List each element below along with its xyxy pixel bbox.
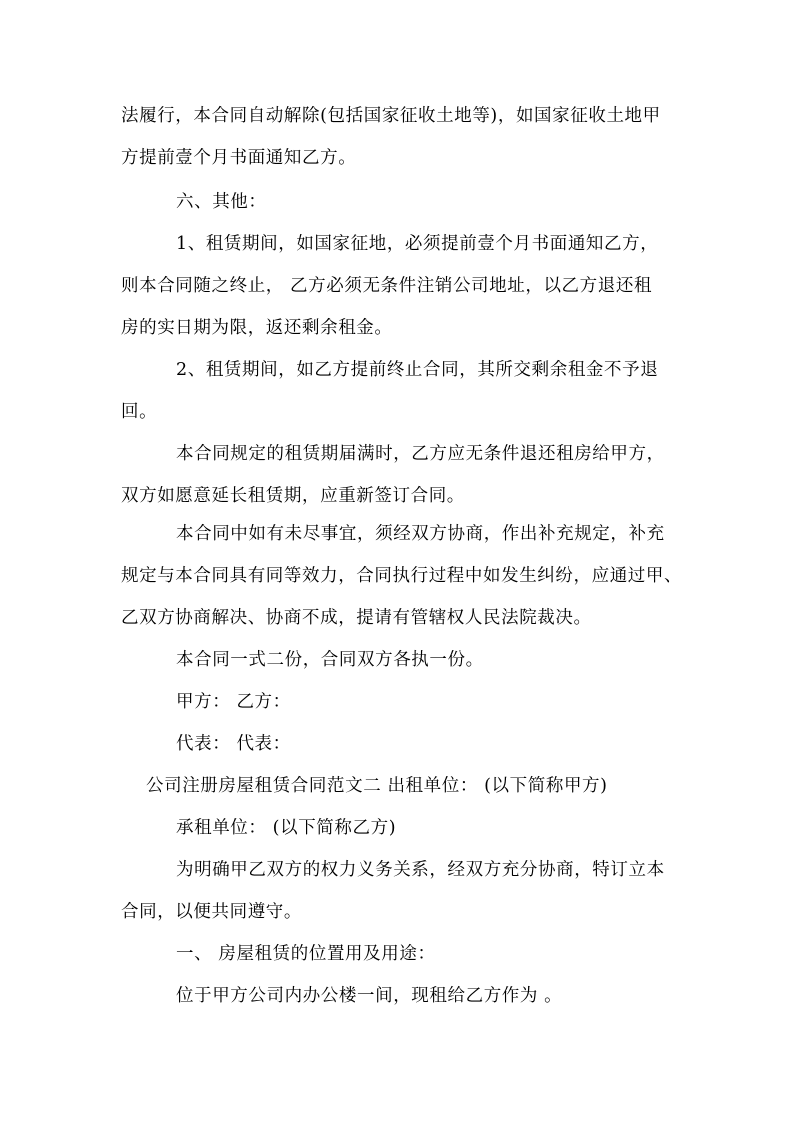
- paragraph-line: 本合同一式二份，合同双方各执一份。: [176, 650, 484, 670]
- paragraph-line: 承租单位： (以下简称乙方): [176, 818, 397, 838]
- paragraph-line: 2、租赁期间，如乙方提前终止合同，其所交剩余租金不予退: [176, 360, 659, 380]
- contract-title-line: 公司注册房屋租赁合同范文二 出租单位： (以下简称甲方): [146, 776, 608, 796]
- section-heading: 六、其他：: [176, 192, 267, 212]
- paragraph-line: 法履行，本合同自动解除(包括国家征收土地等)，如国家征收土地甲: [121, 106, 661, 126]
- paragraph-line: 为明确甲乙双方的权力义务关系，经双方充分协商，特订立本: [176, 860, 665, 880]
- paragraph-line: 本合同中如有未尽事宜，须经双方协商，作出补充规定，补充: [176, 524, 665, 544]
- signature-party-line: 甲方： 乙方：: [176, 692, 291, 712]
- paragraph-line: 合同，以便共同遵守。: [121, 902, 302, 922]
- section-heading: 一、 房屋租赁的位置用及用途：: [176, 944, 436, 964]
- paragraph-line: 双方如愿意延长租赁期，应重新签订合同。: [121, 486, 465, 506]
- paragraph-line: 则本合同随之终止， 乙方必须无条件注销公司地址，以乙方退还租: [121, 276, 653, 296]
- paragraph-line: 方提前壹个月书面通知乙方。: [121, 148, 357, 168]
- paragraph-line: 位于甲方公司内办公楼一间，现租给乙方作为 。: [176, 986, 563, 1006]
- paragraph-line: 1、租赁期间，如国家征地，必须提前壹个月书面通知乙方，: [176, 234, 659, 254]
- signature-representative-line: 代表： 代表：: [176, 734, 291, 754]
- paragraph-line: 回。: [121, 402, 158, 422]
- paragraph-line: 房的实日期为限，返还剩余租金。: [121, 318, 393, 338]
- paragraph-line: 规定与本合同具有同等效力，合同执行过程中如发生纠纷，应通过甲、: [121, 566, 683, 586]
- paragraph-line: 乙双方协商解决、协商不成，提请有管辖权人民法院裁决。: [121, 608, 592, 628]
- paragraph-line: 本合同规定的租赁期届满时，乙方应无条件退还租房给甲方，: [176, 444, 665, 464]
